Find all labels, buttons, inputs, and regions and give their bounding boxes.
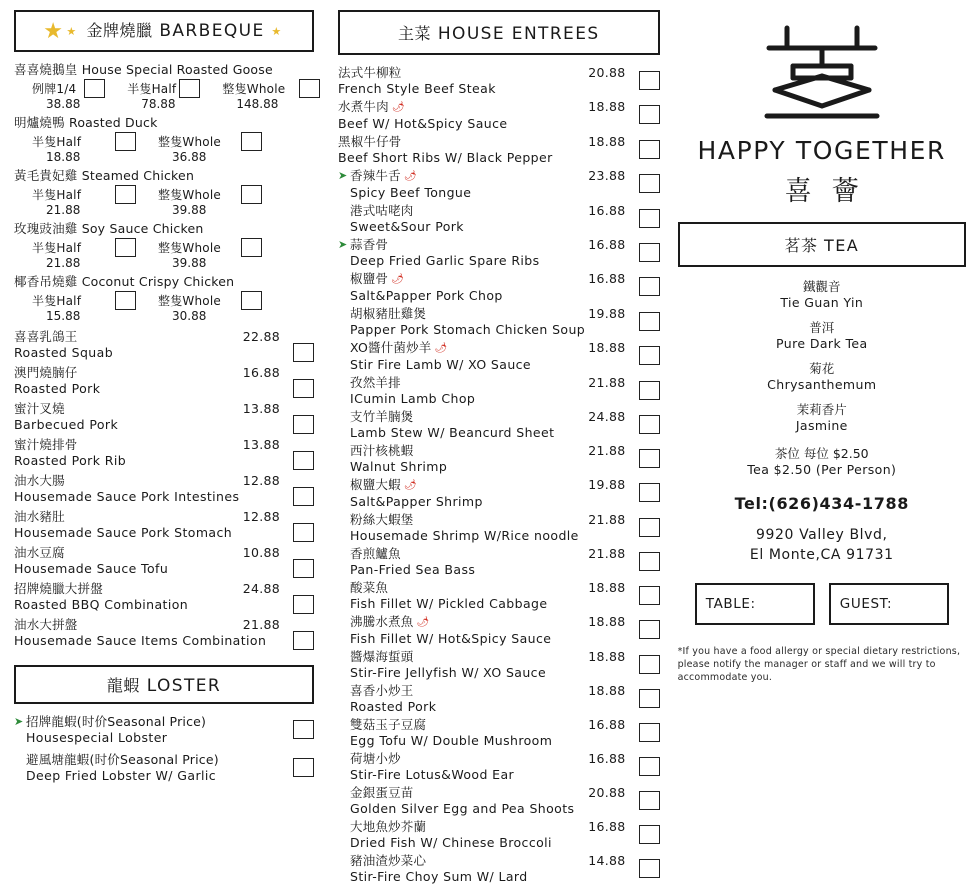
list-item bbox=[338, 99, 660, 132]
item-name-cn: 喜喜燒鵝皇 bbox=[14, 61, 78, 77]
lobster-items bbox=[14, 714, 314, 786]
list-item bbox=[338, 512, 660, 544]
item-name-cn: 支竹羊腩煲 bbox=[350, 409, 414, 424]
list-item bbox=[14, 401, 314, 435]
item-name-en: Roasted Squab bbox=[14, 344, 114, 360]
item-price: 14.88 bbox=[588, 853, 626, 868]
item-name-cn: 大地魚炒芥蘭 bbox=[350, 819, 427, 834]
item-price: 16.88 bbox=[588, 819, 626, 834]
list-item bbox=[338, 65, 660, 97]
item-price: 18.88 bbox=[588, 340, 626, 355]
star-icon: ★ bbox=[271, 24, 283, 38]
entrees-title-cn: 主菜 bbox=[398, 24, 432, 43]
list-item bbox=[338, 134, 660, 166]
list-item bbox=[338, 203, 660, 235]
item-name-en: Beef Short Ribs W/ Black Pepper bbox=[338, 150, 553, 165]
item-name-cn: 招牌龍蝦(时价Seasonal Price) bbox=[26, 713, 207, 729]
list-item bbox=[338, 546, 660, 578]
item-price: 12.88 bbox=[242, 472, 280, 488]
option-whole bbox=[222, 80, 314, 111]
brand-name-cn: 喜薈 bbox=[784, 176, 879, 207]
option-row bbox=[32, 239, 314, 270]
item-name-en: Salt&Papper Shrimp bbox=[350, 494, 483, 509]
column-brand-info bbox=[678, 10, 966, 841]
item-price: 21.88 bbox=[242, 616, 280, 632]
item-name-en: Egg Tofu W/ Double Mushroom bbox=[350, 733, 553, 748]
option-price: 78.88 bbox=[141, 96, 176, 111]
item-price: 13.88 bbox=[242, 400, 280, 416]
item-name-en: Housemade Sauce Items Combination bbox=[14, 632, 267, 648]
list-item bbox=[338, 614, 660, 647]
item-name-en: Steamed Chicken bbox=[81, 167, 195, 183]
order-checkbox[interactable] bbox=[639, 449, 660, 468]
item-name-cn: 蜜汁叉燒 bbox=[14, 400, 65, 416]
order-checkbox[interactable] bbox=[639, 620, 660, 639]
address bbox=[678, 525, 966, 565]
tea-note-cn: 茶位 每位 $2.50 bbox=[774, 446, 869, 461]
item-name-cn: 椒鹽大蝦 bbox=[350, 477, 401, 492]
list-item bbox=[338, 237, 660, 269]
option-row bbox=[32, 292, 314, 323]
option-price: 21.88 bbox=[46, 202, 81, 217]
order-checkbox[interactable] bbox=[293, 451, 314, 470]
item-price: 21.88 bbox=[588, 443, 626, 458]
item-name-en: Stir Fire Lamb W/ XO Sauce bbox=[350, 357, 532, 372]
list-item bbox=[338, 853, 660, 885]
address-line-2: El Monte,CA 91731 bbox=[749, 547, 894, 563]
item-name-cn: 雙菇玉子豆腐 bbox=[350, 717, 427, 732]
tea-title-cn: 茗茶 bbox=[784, 236, 818, 255]
section-header-barbeque bbox=[14, 10, 314, 52]
order-checkbox[interactable] bbox=[639, 689, 660, 708]
column-barbeque bbox=[14, 10, 314, 841]
star-icon: ★ bbox=[43, 18, 65, 44]
option-row bbox=[32, 186, 314, 217]
item-price: 16.88 bbox=[242, 364, 280, 380]
option-label: 半隻Half bbox=[32, 134, 82, 149]
item-name-cn: 香辣牛舌 bbox=[350, 168, 401, 183]
item-name-cn: 黃毛貴妃雞 bbox=[14, 167, 78, 183]
order-checkbox[interactable] bbox=[179, 79, 200, 98]
leaf-icon: ➤ bbox=[338, 238, 348, 251]
list-item bbox=[14, 274, 314, 290]
option-price: 39.88 bbox=[172, 255, 207, 270]
list-item bbox=[14, 545, 314, 579]
item-name-en: Fish Fillet W/ Pickled Cabbage bbox=[350, 596, 548, 611]
option-half bbox=[32, 186, 150, 217]
order-checkbox[interactable] bbox=[639, 791, 660, 810]
option-label: 例牌1/4 bbox=[32, 81, 77, 96]
item-name-en: Deep Fried Garlic Spare Ribs bbox=[350, 253, 540, 268]
item-name-en: Roasted Duck bbox=[69, 114, 158, 130]
order-checkbox[interactable] bbox=[639, 312, 660, 331]
list-item bbox=[338, 306, 660, 338]
option-label: 整隻Whole bbox=[158, 293, 221, 308]
order-checkbox[interactable] bbox=[293, 720, 314, 739]
option-price: 18.88 bbox=[46, 149, 81, 164]
option-row bbox=[32, 133, 314, 164]
item-name-en: Golden Silver Egg and Pea Shoots bbox=[350, 801, 575, 816]
item-price: 16.88 bbox=[588, 717, 626, 732]
option-price: 36.88 bbox=[172, 149, 207, 164]
option-whole bbox=[158, 133, 276, 164]
option-price: 39.88 bbox=[172, 202, 207, 217]
item-name-en: Deep Fried Lobster W/ Garlic bbox=[26, 767, 216, 783]
option-label: 半隻Half bbox=[32, 187, 82, 202]
option-half bbox=[32, 239, 150, 270]
item-name-cn: 孜然羊排 bbox=[350, 375, 401, 390]
item-name-cn: 油水豬肚 bbox=[14, 508, 65, 524]
lobster-title-cn: 龍蝦 bbox=[106, 675, 140, 695]
option-half bbox=[32, 133, 150, 164]
item-name-en: Salt&Papper Pork Chop bbox=[350, 288, 503, 303]
section-header-entrees bbox=[338, 10, 660, 55]
list-item bbox=[14, 168, 314, 184]
lobster-title-en: LOSTER bbox=[146, 675, 222, 696]
item-name-cn: 醬爆海蜇頭 bbox=[350, 649, 414, 664]
brand-block bbox=[678, 16, 966, 208]
order-checkbox[interactable] bbox=[115, 185, 136, 204]
option-half bbox=[127, 80, 214, 111]
tea-name-en: Chrysanthemum bbox=[767, 377, 877, 392]
list-item bbox=[338, 477, 660, 510]
order-checkbox[interactable] bbox=[299, 79, 320, 98]
option-label: 整隻Whole bbox=[158, 134, 221, 149]
item-name-cn: XO醬什菌炒羊 bbox=[350, 340, 432, 355]
list-item bbox=[14, 365, 314, 399]
item-name-en: Spicy Beef Tongue bbox=[350, 185, 472, 200]
option-label: 整隻Whole bbox=[158, 240, 221, 255]
order-checkbox[interactable] bbox=[293, 343, 314, 362]
brand-name-en: HAPPY TOGETHER bbox=[697, 136, 947, 165]
item-price: 20.88 bbox=[588, 65, 626, 80]
list-item bbox=[338, 340, 660, 373]
item-name-cn: 蜜汁燒排骨 bbox=[14, 436, 78, 452]
chili-icon: 🌶 bbox=[434, 343, 448, 354]
option-price: 38.88 bbox=[46, 96, 81, 111]
item-price: 10.88 bbox=[242, 544, 280, 560]
list-item bbox=[14, 617, 314, 651]
list-item bbox=[678, 361, 966, 393]
order-checkbox[interactable] bbox=[241, 238, 262, 257]
order-checkbox[interactable] bbox=[639, 209, 660, 228]
item-name-en: Stir-Fire Lotus&Wood Ear bbox=[350, 767, 515, 782]
list-item bbox=[338, 168, 660, 201]
order-checkbox[interactable] bbox=[639, 552, 660, 571]
list-item bbox=[338, 580, 660, 612]
allergy-note: *If you have a food allergy or special dietary restrictions, please notify the manager or staff and we will try to accommodate you. bbox=[677, 646, 961, 683]
list-item bbox=[678, 279, 966, 311]
lobster-title bbox=[24, 673, 304, 696]
chili-icon: 🌶 bbox=[391, 274, 405, 285]
option-label: 整隻Whole bbox=[222, 81, 286, 96]
item-name-en: French Style Beef Steak bbox=[338, 81, 496, 96]
item-name-cn: 粉絲大蝦堡 bbox=[350, 512, 414, 527]
order-checkbox[interactable] bbox=[639, 825, 660, 844]
list-item bbox=[338, 819, 660, 851]
item-price: 18.88 bbox=[588, 614, 626, 629]
item-name-cn: 明爐燒鴨 bbox=[14, 114, 65, 130]
section-header-lobster bbox=[14, 665, 314, 704]
option-price: 30.88 bbox=[172, 308, 207, 323]
tea-name-cn: 菊花 bbox=[809, 361, 835, 376]
item-price: 19.88 bbox=[588, 306, 626, 321]
item-name-en: Dried Fish W/ Chinese Broccoli bbox=[350, 835, 552, 850]
tea-name-cn: 鐵觀音 bbox=[803, 279, 841, 294]
item-name-en: Housemade Shrimp W/Rice noodle bbox=[350, 528, 579, 543]
option-row bbox=[32, 80, 314, 111]
column-entrees bbox=[338, 10, 660, 884]
list-item bbox=[14, 581, 314, 615]
option-label: 半隻Half bbox=[32, 240, 82, 255]
item-price: 16.88 bbox=[588, 203, 626, 218]
item-name-cn: 喜香小炒王 bbox=[350, 683, 414, 698]
order-checkbox[interactable] bbox=[293, 415, 314, 434]
item-name-cn: 椒鹽骨 bbox=[350, 271, 389, 286]
item-price: 18.88 bbox=[588, 683, 626, 698]
list-item bbox=[14, 115, 314, 131]
list-item bbox=[14, 329, 314, 363]
item-name-cn: 水煮牛肉 bbox=[338, 99, 389, 114]
list-item bbox=[678, 402, 966, 434]
order-checkbox[interactable] bbox=[293, 631, 314, 650]
item-name-cn: 椰香吊燒雞 bbox=[14, 273, 78, 289]
item-name-en: House Special Roasted Goose bbox=[81, 61, 273, 77]
order-checkbox[interactable] bbox=[84, 79, 105, 98]
item-price: 12.88 bbox=[242, 508, 280, 524]
item-name-cn: 西汁核桃蝦 bbox=[350, 443, 414, 458]
item-name-cn: 酸菜魚 bbox=[350, 580, 389, 595]
item-name-en: Housemade Sauce Pork Stomach bbox=[14, 524, 233, 540]
order-checkbox[interactable] bbox=[293, 487, 314, 506]
item-name-cn: 招牌燒臘大拼盤 bbox=[14, 580, 103, 596]
order-checkbox[interactable] bbox=[241, 185, 262, 204]
order-checkbox[interactable] bbox=[639, 105, 660, 124]
item-name-en: Fish Fillet W/ Hot&Spicy Sauce bbox=[350, 631, 552, 646]
option-whole bbox=[158, 239, 276, 270]
chinese-character-logo-icon bbox=[747, 16, 897, 126]
barbeque-items bbox=[14, 62, 314, 651]
list-item bbox=[14, 752, 314, 786]
option-label: 整隻Whole bbox=[158, 187, 221, 202]
guest-field[interactable]: GUEST: bbox=[829, 583, 949, 625]
item-price: 24.88 bbox=[242, 580, 280, 596]
item-name-en: Walnut Shrimp bbox=[350, 459, 448, 474]
phone-number[interactable]: Tel:(626)434-1788 bbox=[734, 494, 909, 513]
order-checkbox[interactable] bbox=[639, 586, 660, 605]
item-price: 20.88 bbox=[588, 785, 626, 800]
item-name-en: Housemade Sauce Pork Intestines bbox=[14, 488, 240, 504]
option-half bbox=[32, 292, 150, 323]
list-item bbox=[338, 271, 660, 304]
order-checkbox[interactable] bbox=[639, 346, 660, 365]
entrees-title bbox=[348, 21, 650, 44]
order-checkbox[interactable] bbox=[241, 132, 262, 151]
item-price: 19.88 bbox=[588, 477, 626, 492]
item-name-cn: 避風塘龍蝦(时价Seasonal Price) bbox=[26, 751, 219, 767]
item-name-en: Roasted Pork bbox=[350, 699, 437, 714]
star-icon: ★ bbox=[66, 24, 78, 38]
order-checkbox[interactable] bbox=[639, 483, 660, 502]
item-name-en: Roasted Pork Rib bbox=[14, 452, 127, 468]
order-checkbox[interactable] bbox=[639, 381, 660, 400]
item-name-en: Roasted BBQ Combination bbox=[14, 596, 189, 612]
item-name-en: Soy Sauce Chicken bbox=[81, 220, 204, 236]
option-price: 148.88 bbox=[236, 96, 279, 111]
table-field[interactable]: TABLE: bbox=[695, 583, 815, 625]
item-price: 13.88 bbox=[242, 436, 280, 452]
option-whole bbox=[158, 292, 276, 323]
item-name-en: Roasted Pork bbox=[14, 380, 101, 396]
chili-icon: 🌶 bbox=[416, 617, 430, 628]
item-name-cn: 黑椒牛仔骨 bbox=[338, 134, 402, 149]
tea-name-cn: 普洱 bbox=[809, 320, 835, 335]
list-item bbox=[14, 473, 314, 507]
item-name-en: Pan-Fried Sea Bass bbox=[350, 562, 476, 577]
item-price: 18.88 bbox=[588, 99, 626, 114]
tea-title-en: TEA bbox=[824, 236, 860, 255]
order-checkbox[interactable] bbox=[639, 859, 660, 878]
item-name-cn: 澳門燒腩仔 bbox=[14, 364, 78, 380]
item-name-cn: 喜喜乳鴿王 bbox=[14, 328, 78, 344]
list-item bbox=[338, 717, 660, 749]
order-checkbox[interactable] bbox=[639, 174, 660, 193]
barbeque-title-en: BARBEQUE bbox=[159, 21, 265, 41]
item-price: 18.88 bbox=[588, 649, 626, 664]
item-name-cn: 胡椒豬肚雞煲 bbox=[350, 306, 427, 321]
item-name-en: Sweet&Sour Pork bbox=[350, 219, 464, 234]
option-price: 21.88 bbox=[46, 255, 81, 270]
item-name-en: Stir-Fire Choy Sum W/ Lard bbox=[350, 869, 528, 884]
chili-icon: 🌶 bbox=[391, 102, 405, 113]
order-checkbox[interactable] bbox=[639, 757, 660, 776]
order-checkbox[interactable] bbox=[241, 291, 262, 310]
order-checkbox[interactable] bbox=[639, 518, 660, 537]
tea-note-en: Tea $2.50 (Per Person) bbox=[747, 462, 897, 477]
item-name-cn: 油水大拼盤 bbox=[14, 616, 78, 632]
item-name-en: Housemade Sauce Tofu bbox=[14, 560, 169, 576]
list-item bbox=[14, 509, 314, 543]
order-checkbox[interactable] bbox=[639, 140, 660, 159]
item-price: 16.88 bbox=[588, 237, 626, 252]
item-name-cn: 豬油渣炒菜心 bbox=[350, 853, 427, 868]
option-quarter bbox=[32, 80, 119, 111]
chili-icon: 🌶 bbox=[403, 171, 417, 182]
tea-title bbox=[688, 233, 956, 256]
option-label: 半隻Half bbox=[127, 81, 177, 96]
tea-price-note bbox=[678, 446, 966, 478]
leaf-icon: ➤ bbox=[14, 714, 24, 728]
item-name-en: Papper Pork Stomach Chicken Soup bbox=[350, 322, 586, 337]
list-item bbox=[338, 409, 660, 441]
item-name-en: Lamb Stew W/ Beancurd Sheet bbox=[350, 425, 555, 440]
item-name-cn: 沸騰水煮魚 bbox=[350, 614, 414, 629]
item-name-en: ICumin Lamb Chop bbox=[350, 391, 476, 406]
section-header-tea bbox=[678, 222, 966, 267]
item-name-en: Stir-Fire Jellyfish W/ XO Sauce bbox=[350, 665, 547, 680]
tea-name-en: Tie Guan Yin bbox=[780, 295, 864, 310]
item-price: 18.88 bbox=[588, 134, 626, 149]
list-item bbox=[14, 714, 314, 748]
list-item bbox=[338, 785, 660, 817]
item-price: 16.88 bbox=[588, 271, 626, 286]
entrees-title-en: HOUSE ENTREES bbox=[437, 24, 600, 44]
address-line-1: 9920 Valley Blvd, bbox=[755, 527, 888, 543]
option-label: 半隻Half bbox=[32, 293, 82, 308]
item-name-en: Housespecial Lobster bbox=[26, 729, 168, 745]
order-checkbox[interactable] bbox=[639, 277, 660, 296]
list-item bbox=[338, 375, 660, 407]
item-price: 21.88 bbox=[588, 512, 626, 527]
order-checkbox[interactable] bbox=[115, 238, 136, 257]
list-item bbox=[338, 443, 660, 475]
list-item bbox=[338, 683, 660, 715]
entrees-items bbox=[338, 65, 660, 885]
item-name-cn: 油水豆腐 bbox=[14, 544, 65, 560]
option-whole bbox=[158, 186, 276, 217]
tea-items bbox=[678, 279, 966, 478]
tea-name-en: Pure Dark Tea bbox=[776, 336, 868, 351]
item-price: 16.88 bbox=[588, 751, 626, 766]
item-name-cn: 法式牛柳粒 bbox=[338, 65, 402, 80]
tea-name-cn: 茉莉香片 bbox=[796, 402, 847, 417]
order-checkbox[interactable] bbox=[639, 723, 660, 742]
item-name-en: Coconut Crispy Chicken bbox=[81, 273, 235, 289]
order-checkbox[interactable] bbox=[639, 71, 660, 90]
item-price: 18.88 bbox=[588, 580, 626, 595]
barbeque-title-cn: 金牌燒臘 bbox=[86, 21, 153, 40]
item-name-cn: 金銀蛋豆苗 bbox=[350, 785, 414, 800]
barbeque-title bbox=[24, 18, 304, 44]
item-price: 21.88 bbox=[588, 375, 626, 390]
order-checkbox[interactable] bbox=[293, 379, 314, 398]
order-checkbox[interactable] bbox=[115, 132, 136, 151]
item-name-en: Barbecued Pork bbox=[14, 416, 119, 432]
order-checkbox[interactable] bbox=[639, 243, 660, 262]
order-checkbox[interactable] bbox=[293, 523, 314, 542]
leaf-icon: ➤ bbox=[338, 169, 348, 182]
item-price: 23.88 bbox=[588, 168, 626, 183]
item-price: 22.88 bbox=[242, 328, 280, 344]
list-item bbox=[14, 221, 314, 237]
order-form-fields bbox=[678, 583, 966, 625]
list-item bbox=[338, 751, 660, 783]
item-name-en: Beef W/ Hot&Spicy Sauce bbox=[338, 116, 508, 131]
option-price: 15.88 bbox=[46, 308, 81, 323]
list-item bbox=[338, 649, 660, 681]
order-checkbox[interactable] bbox=[639, 415, 660, 434]
item-name-cn: 荷塘小炒 bbox=[350, 751, 401, 766]
item-price: 21.88 bbox=[588, 546, 626, 561]
item-name-cn: 香煎鱸魚 bbox=[350, 546, 401, 561]
item-name-cn: 蒜香骨 bbox=[350, 237, 389, 252]
order-checkbox[interactable] bbox=[293, 559, 314, 578]
item-price: 24.88 bbox=[588, 409, 626, 424]
order-checkbox[interactable] bbox=[293, 595, 314, 614]
item-name-cn: 港式咕咾肉 bbox=[350, 203, 414, 218]
order-checkbox[interactable] bbox=[293, 758, 314, 777]
list-item bbox=[14, 62, 314, 78]
item-name-cn: 玫瑰豉油雞 bbox=[14, 220, 78, 236]
list-item bbox=[14, 437, 314, 471]
item-name-cn: 油水大腸 bbox=[14, 472, 65, 488]
order-checkbox[interactable] bbox=[115, 291, 136, 310]
tea-name-en: Jasmine bbox=[795, 418, 848, 433]
order-checkbox[interactable] bbox=[639, 655, 660, 674]
chili-icon: 🌶 bbox=[403, 480, 417, 491]
list-item bbox=[678, 320, 966, 352]
